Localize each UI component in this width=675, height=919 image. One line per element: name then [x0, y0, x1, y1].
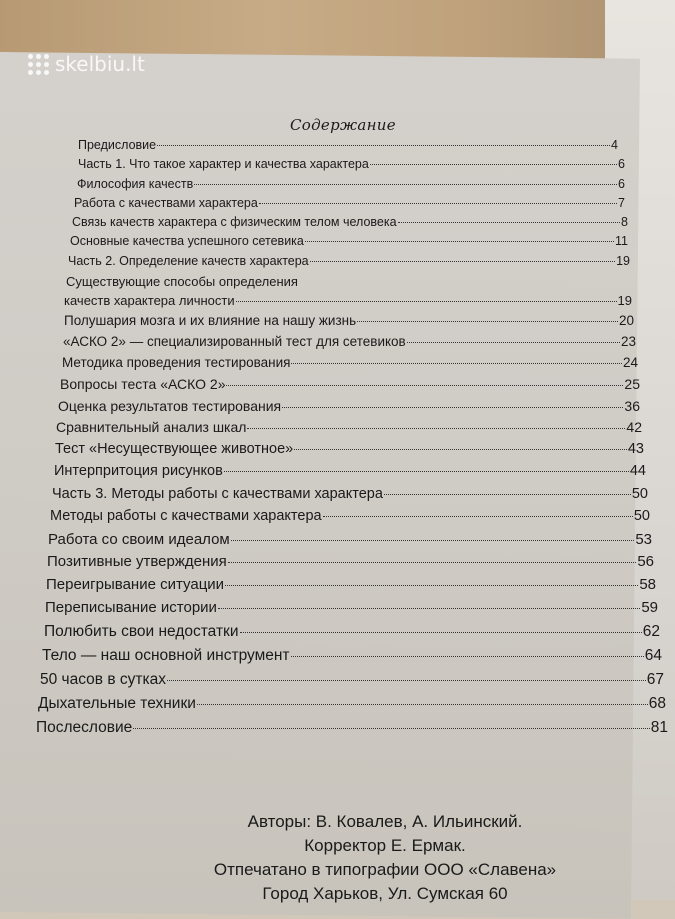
- footer-corrector: Корректор Е. Ермак.: [304, 836, 466, 855]
- toc-row: [63, 334, 636, 349]
- toc-leader-dots: [157, 144, 610, 146]
- toc-title: Основные качества успешного сетевика: [70, 234, 304, 248]
- toc-row: [48, 531, 652, 548]
- toc-page-number: 43: [627, 441, 644, 457]
- toc-title: Работа со своим идеалом: [48, 531, 230, 548]
- toc-row: [44, 623, 660, 641]
- toc-page-number: 23: [620, 334, 636, 349]
- toc-title: «АСКО 2» — специализированный тест для сетевиков: [63, 334, 406, 349]
- toc-title: Часть 2. Определение качеств характера: [68, 254, 309, 268]
- toc-leader-dots: [226, 384, 623, 386]
- toc-leader-dots: [225, 584, 638, 586]
- toc-leader-dots: [218, 607, 640, 609]
- toc-row: [38, 695, 666, 713]
- toc-title: Тест «Несуществующее животное»: [55, 441, 294, 457]
- toc-page-number: 24: [622, 355, 638, 370]
- toc-page-number: 6: [618, 157, 625, 171]
- toc-title: Связь качеств характера с физическим телом человека: [72, 215, 397, 229]
- toc-row: [58, 398, 640, 414]
- toc-page-number: 6: [618, 177, 625, 191]
- footer-authors: Авторы: В. Ковалев, А. Ильинский.: [247, 812, 523, 831]
- toc-page-number: 56: [637, 553, 654, 570]
- toc-row: [78, 157, 625, 171]
- toc-title: Вопросы теста «АСКО 2»: [60, 376, 226, 392]
- toc-row: [66, 274, 630, 289]
- toc-row: [77, 177, 625, 191]
- toc-row: [47, 553, 654, 570]
- toc-title: Существующие способы определения: [66, 274, 298, 289]
- watermark-dots-icon: [28, 54, 49, 75]
- toc-page-number: 68: [648, 695, 666, 712]
- toc-page-number: 25: [624, 376, 640, 392]
- toc-page-number: 58: [639, 576, 656, 593]
- toc-leader-dots: [197, 703, 648, 705]
- toc-leader-dots: [231, 539, 635, 541]
- watermark-text: skelbiu.lt: [55, 52, 145, 76]
- toc-leader-dots: [407, 341, 620, 343]
- toc-leader-dots: [167, 679, 646, 681]
- toc-leader-dots: [323, 515, 633, 517]
- toc-row: [50, 508, 650, 524]
- toc-title: Интерпритоция рисунков: [54, 463, 223, 479]
- toc-title: Полюбить свои недостатки: [44, 623, 239, 640]
- toc-leader-dots: [247, 427, 625, 429]
- toc-page-number: 67: [646, 671, 664, 688]
- toc-page-number: 8: [621, 215, 628, 229]
- toc-page-number: 50: [631, 486, 648, 502]
- toc-title: Методы работы с качествами характера: [50, 508, 322, 524]
- toc-page-number: 62: [642, 623, 660, 640]
- toc-page-number: 64: [644, 647, 662, 664]
- toc-title: Предисловие: [78, 138, 157, 152]
- toc-row: [42, 647, 662, 665]
- toc-title: качеств характера личности: [64, 293, 235, 308]
- toc-row: [46, 576, 656, 593]
- toc-title: Часть 3. Методы работы с качествами характера: [52, 486, 383, 502]
- toc-leader-dots: [291, 655, 644, 657]
- toc-page-number: 4: [611, 138, 618, 152]
- toc-page-number: 19: [617, 293, 632, 308]
- toc-leader-dots: [282, 406, 623, 408]
- toc-title: Полушария мозга и их влияние на нашу жизнь: [64, 313, 357, 328]
- toc-title: Послесловие: [36, 719, 133, 736]
- toc-title: Методика проведения тестирования: [62, 355, 291, 370]
- toc-row: [62, 355, 638, 370]
- toc-leader-dots: [236, 300, 617, 302]
- toc-leader-dots: [291, 362, 622, 364]
- toc-page-number: 50: [633, 508, 650, 524]
- toc-title: Работа с качествами характера: [74, 196, 258, 210]
- toc-leader-dots: [228, 561, 637, 563]
- toc-leader-dots: [133, 727, 649, 729]
- toc-row: [64, 313, 634, 328]
- toc-heading: Содержание: [290, 116, 396, 134]
- toc-row: [54, 463, 646, 479]
- toc-row: [56, 419, 642, 435]
- toc-row: [70, 234, 628, 248]
- footer-printed: Отпечатано в типографии ООО «Славена»: [213, 860, 557, 879]
- toc-title: Сравнительный анализ шкал: [56, 419, 247, 435]
- toc-title: Переписывание истории: [45, 599, 217, 616]
- watermark: [28, 52, 145, 76]
- toc-row: [60, 376, 640, 392]
- toc-title: Переигрывание ситуации: [46, 576, 225, 593]
- toc-leader-dots: [357, 320, 618, 322]
- toc-leader-dots: [294, 448, 627, 450]
- footer-address: Город Харьков, Ул. Сумская 60: [262, 884, 508, 903]
- toc-row: [78, 138, 618, 152]
- toc-leader-dots: [305, 240, 614, 242]
- toc-row: [55, 441, 644, 457]
- toc-leader-dots: [398, 221, 620, 223]
- toc-title: Оценка результатов тестирования: [58, 398, 282, 414]
- toc-leader-dots: [384, 493, 631, 495]
- toc-title: Тело — наш основной инструмент: [42, 647, 290, 664]
- toc-leader-dots: [240, 631, 642, 633]
- toc-title: Дыхательные техники: [38, 695, 196, 712]
- toc-page-number: 81: [650, 719, 668, 736]
- toc-page-number: 11: [615, 234, 628, 248]
- toc-title: Философия качеств: [77, 177, 194, 191]
- toc-row: [72, 215, 628, 229]
- toc-page-number: 7: [618, 196, 625, 210]
- toc-leader-dots: [224, 470, 629, 472]
- toc-page-number: 36: [624, 398, 640, 414]
- toc-row: [74, 196, 625, 210]
- toc-title: 50 часов в сутках: [40, 671, 166, 688]
- toc-row: [36, 719, 668, 737]
- toc-leader-dots: [310, 260, 615, 262]
- toc-page-number: 19: [616, 254, 630, 268]
- toc-title: Часть 1. Что такое характер и качества характера: [78, 157, 369, 171]
- toc-page-number: 59: [641, 599, 658, 616]
- toc-row: [52, 486, 648, 502]
- toc-row: [45, 599, 658, 616]
- toc-page-number: 20: [618, 313, 634, 328]
- toc-page-number: 53: [635, 531, 652, 548]
- toc-row: [64, 293, 632, 308]
- toc-page-number: 44: [629, 463, 646, 479]
- toc-row: [40, 671, 664, 689]
- toc-row: [68, 254, 630, 268]
- toc-leader-dots: [370, 163, 617, 165]
- toc-title: Позитивные утверждения: [47, 553, 227, 570]
- toc-page-number: 42: [626, 419, 642, 435]
- toc-leader-dots: [259, 202, 617, 204]
- toc-leader-dots: [194, 183, 617, 185]
